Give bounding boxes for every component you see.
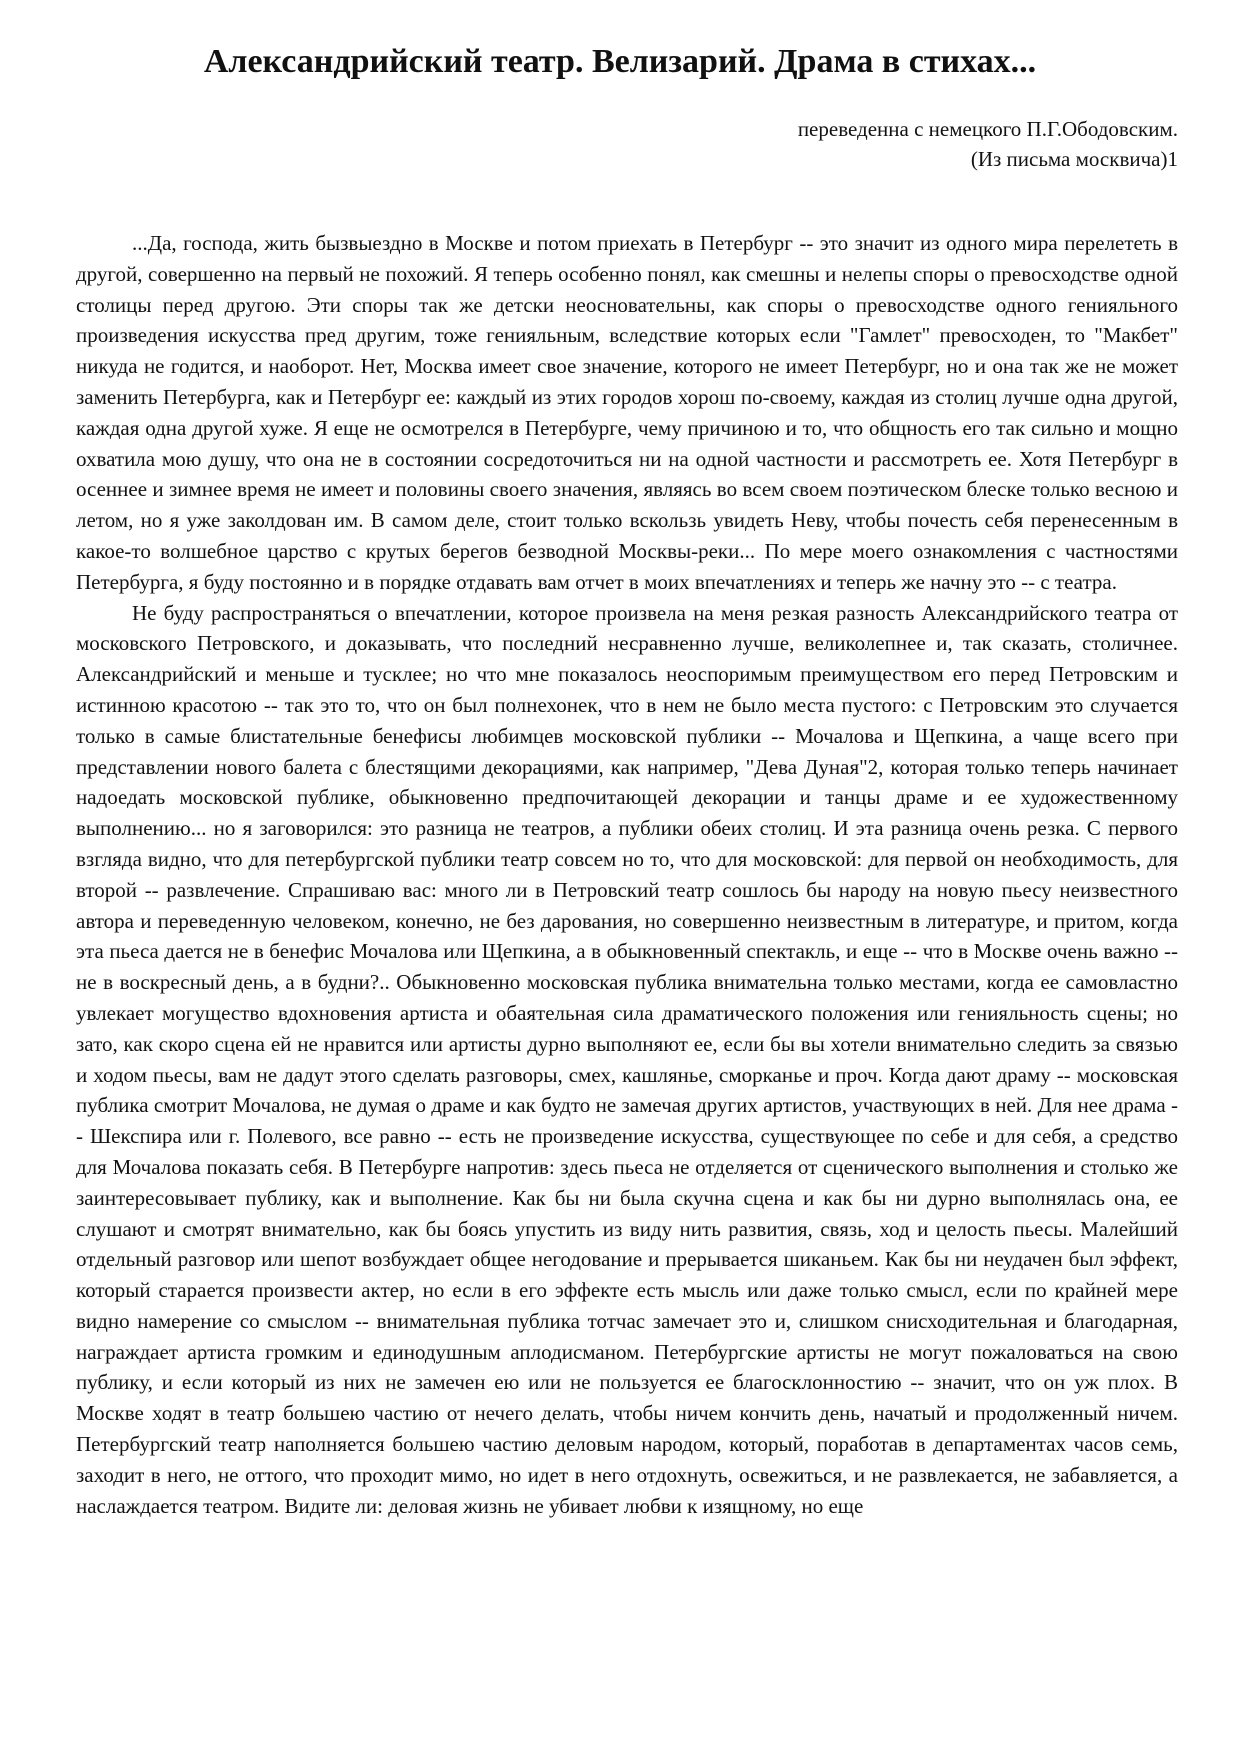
page-title: Александрийский театр. Велизарий. Драма в стихах... [203,43,1037,80]
subtitle-block [478,114,1178,174]
paragraph: Не буду распространяться о впечатлении, которое произвела на меня резкая разность Александрийского театра от московского Петровского, и доказывать, что последний несравненно лучше, великолепнее и, так сказать, столичнее. Александрийский и меньше и тусклее; но что мне показалось неоспоримым преимуществом его перед Петровским и истинною красотою -- так это то, что он был полнехонек, что в нем не было места пустого: с Петровским это случается только в самые блистательные бенефисы любимцев московской публики -- Мочалова и Щепкина, а чаще всего при представлении нового балета с блестящими декорациями, как например, "Дева Дуная"2, которая только теперь начинает надоедать московской публике, обыкновенно предпочитающей декорации и танцы драме и ее художественному выполнению... но я заговорился: это разница не театров, а публики обеих столиц. И эта разница очень резка. С первого взгляда видно, что для петербургской публики театр совсем но то, что для московской: для первой он необходимость, для второй -- развлечение. Спрашиваю вас: много ли в Петровский театр сошлось бы народу на новую пьесу неизвестного автора и переведенную человеком, конечно, не без дарования, но совершенно неизвестным в литературе, и притом, когда эта пьеса дается не в бенефис Мочалова или Щепкина, а в обыкновенный спектакль, и еще -- что в Москве очень важно -- не в воскресный день, а в будни?.. Обыкновенно московская публика внимательна только местами, когда ее самовластно увлекает могущество вдохновения артиста и обаятельная сила драматического положения или генияльность сцены; но зато, как скоро сцена ей не нравится или артисты дурно выполняют ее, если бы вы хотели внимательно следить за связью и ходом пьесы, вам не дадут этого сделать разговоры, смех, кашлянье, сморканье и проч. Когда дают драму -- московская публика смотрит Мочалова, не думая о драме и как будто не замечая других артистов, участвующих в ней. Для нее драма -- Шекспира или г. Полевого, все равно -- есть не произведение искусства, существующее по себе и для себя, а средство для Мочалова показать себя. В Петербурге напротив: здесь пьеса не отделяется от сценического выполнения и столько же заинтересовывает публику, как и выполнение. Как бы ни была скучна сцена и как бы ни дурно выполнялась она, ее слушают и смотрят внимательно, как бы боясь упустить из виду нить развития, связь, ход и целость пьесы. Малейший отдельный разговор или шепот возбуждает общее негодование и прерывается шиканьем. Как бы ни неудачен был эффект, который старается произвести актер, но если в его эффекте есть мысль или даже только смысл, если по крайней мере видно намерение со смыслом -- внимательная публика тотчас замечает это и, слишком снисходительная и благодарная, награждает артиста громким и единодушным аплодисманом. Петербургские артисты не могут пожаловаться на свою публику, и если который из них не замечен ею или не пользуется ее благосклонностию -- значит, что он уж плох. В Москве ходят в театр большею частию от нечего делать, чтобы ничем кончить день, начатый и продолженный ничем. Петербургский театр наполняется большею частию деловым народом, который, поработав в департаментах часов семь, заходит в него, не оттого, что проходит мимо, но идет в него отдохнуть, освежиться, и не развлекается, не забавляется, а наслаждается театром. Видите ли: деловая жизнь не убивает любви к изящному, но еще [76,600,1178,1518]
subtitle-line: переведенна с немецкого П.Г.Ободовским. [797,117,1178,141]
article-body [76,228,1178,1521]
subtitle-line: (Из письма москвича)1 [970,147,1178,171]
paragraph: ...Да, господа, жить бызвыездно в Москве и потом приехать в Петербург -- это значит из одного мира перелететь в другой, совершенно на первый не похожий. Я теперь особенно понял, как смешны и нелепы споры о превосходстве одной столицы перед другою. Эти споры так же детски неосновательны, как споры о превосходстве одного генияльного произведения искусства пред другим, тоже генияльным, вследствие которых если "Гамлет" превосходен, то "Макбет" никуда не годится, и наоборот. Нет, Москва имеет свое значение, которого не имеет Петербург, но и она так же не может заменить Петербурга, как и Петербург ее: каждый из этих городов хорош по-своему, каждая из столиц лучше одна другой, каждая одна другой хуже. Я еще не осмотрелся в Петербурге, чему причиною и то, что общность его так сильно и мощно охватила мою душу, что она не в состоянии сосредоточиться ни на одной частности и рассмотреть ее. Хотя Петербург в осеннее и зимнее время не имеет и половины своего значения, являясь во всем своем поэтическом блеске только весною и летом, но я уже заколдован им. В самом деле, стоит только вскользь увидеть Неву, чтобы почесть себя перенесенным в какое-то волшебное царство с крутых берегов безводной Москвы-реки... По мере моего ознакомления с частностями Петербурга, я буду постоянно и в порядке отдавать вам отчет в моих впечатлениях и теперь же начну это -- с театра. [76,231,1178,594]
